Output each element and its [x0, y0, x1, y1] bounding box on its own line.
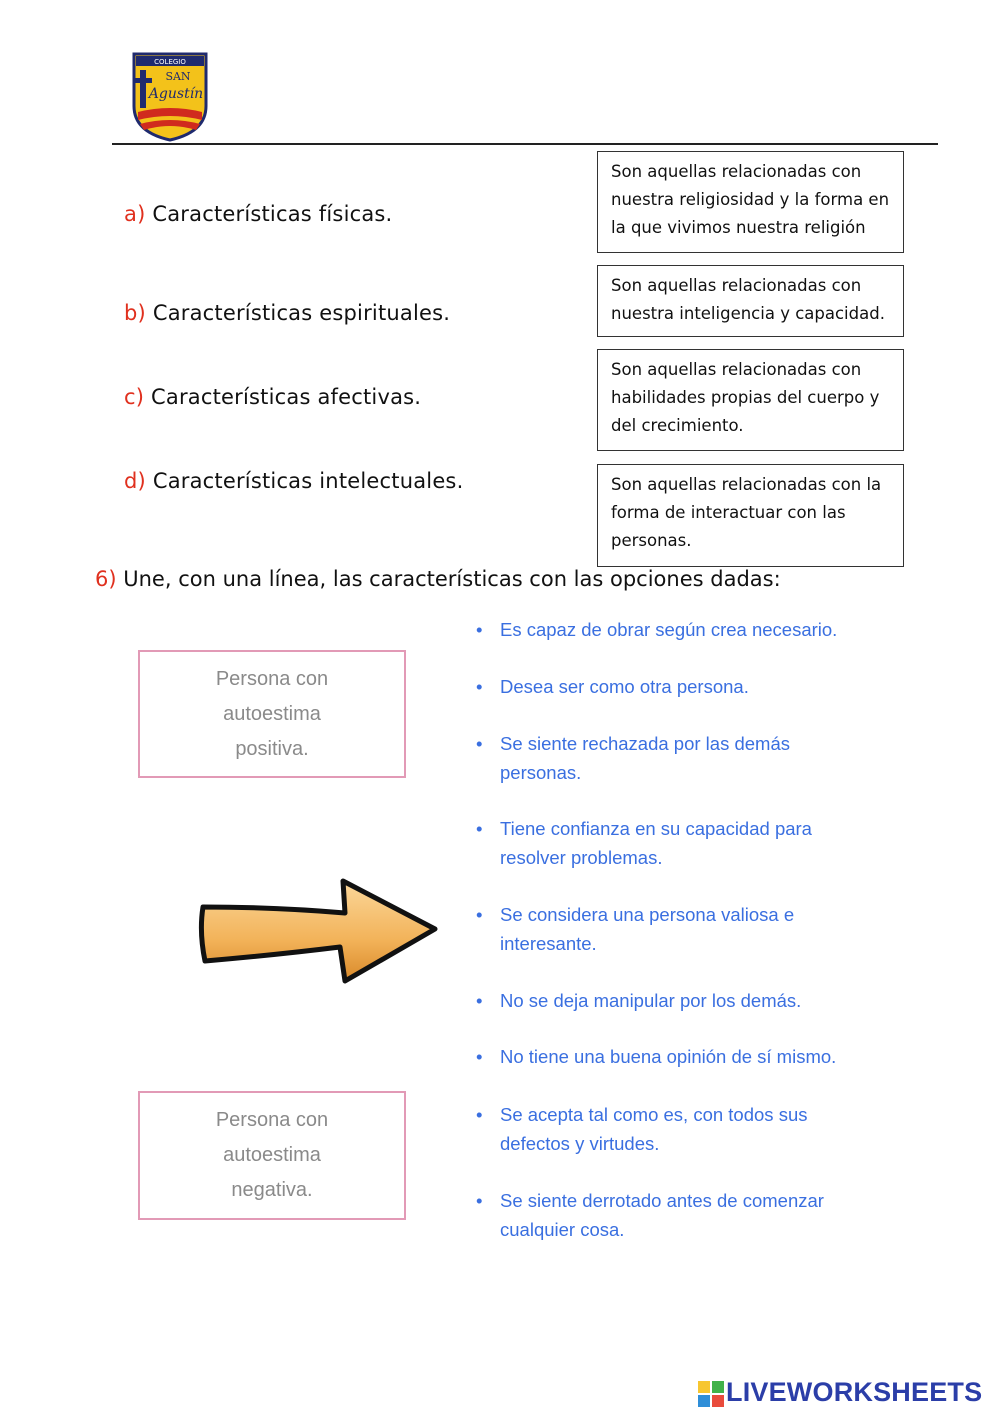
option-item[interactable] — [476, 1042, 896, 1071]
item-label: Características espirituales. — [152, 301, 451, 325]
bullet-icon: • — [476, 619, 483, 640]
option-text: Es capaz de obrar según crea necesario. — [500, 619, 838, 640]
bullet-icon: • — [476, 676, 483, 697]
liveworksheets-brand[interactable] — [698, 1377, 998, 1409]
question-number: 6) — [95, 567, 117, 591]
option-item[interactable] — [476, 729, 896, 787]
box-line: autoestima — [223, 703, 321, 725]
arrow-icon — [195, 877, 440, 987]
option-text: No se deja manipular por los demás. — [500, 990, 802, 1011]
item-label: Características físicas. — [152, 202, 393, 226]
svg-text:SAN: SAN — [165, 70, 191, 83]
bullet-icon: • — [476, 1190, 483, 1211]
option-text: Desea ser como otra persona. — [500, 676, 749, 697]
item-letter: b) — [124, 301, 146, 325]
option-text: Tiene confianza en su capacidad para resolver problemas. — [500, 818, 812, 868]
item-label: Características intelectuales. — [152, 469, 464, 493]
option-item[interactable] — [476, 1100, 896, 1158]
svg-text:COLEGIO: COLEGIO — [154, 58, 186, 66]
item-letter: a) — [124, 202, 146, 226]
bullet-icon: • — [476, 1046, 483, 1067]
svg-text:Agustín: Agustín — [148, 86, 204, 102]
box-line: Persona con — [215, 1109, 329, 1131]
bullet-icon: • — [476, 818, 483, 839]
bullet-icon: • — [476, 1104, 483, 1125]
header-rule — [112, 143, 938, 145]
option-item[interactable] — [476, 615, 896, 644]
brand-logo-icon — [698, 1381, 724, 1407]
definition-box-intelligence[interactable]: Son aquellas relacionadas con nuestra inteligencia y capacidad. — [597, 265, 904, 337]
option-text: Se acepta tal como es, con todos sus defectos y virtudes. — [500, 1104, 808, 1154]
option-text: Se siente derrotado antes de comenzar cualquier cosa. — [500, 1190, 824, 1240]
option-item[interactable] — [476, 900, 896, 958]
definition-box-body[interactable]: Son aquellas relacionadas con habilidades propias del cuerpo y del crecimiento. — [597, 349, 904, 451]
option-text: Se siente rechazada por las demás personas. — [500, 733, 791, 783]
option-item[interactable] — [476, 814, 896, 872]
negative-self-esteem-box[interactable] — [138, 1091, 406, 1220]
brand-text: LIVEWORKSHEETS — [726, 1377, 983, 1407]
bullet-icon: • — [476, 904, 483, 925]
item-letter: d) — [124, 469, 146, 493]
positive-self-esteem-box[interactable] — [138, 650, 406, 778]
box-line: Persona con — [215, 668, 329, 690]
item-a — [124, 202, 392, 226]
option-item[interactable] — [476, 672, 896, 701]
school-logo — [130, 50, 210, 142]
question-6-prompt — [95, 567, 781, 591]
box-line: negativa. — [231, 1179, 313, 1201]
definition-box-religiosity[interactable]: Son aquellas relacionadas con nuestra religiosidad y la forma en la que vivimos nuestra religión — [597, 151, 904, 253]
item-d — [124, 469, 463, 493]
option-item[interactable] — [476, 986, 896, 1015]
box-line: autoestima — [223, 1144, 321, 1166]
bullet-icon: • — [476, 990, 483, 1011]
item-b — [124, 301, 450, 325]
bullet-icon: • — [476, 733, 483, 754]
option-text: Se considera una persona valiosa e interesante. — [500, 904, 795, 954]
item-label: Características afectivas. — [151, 385, 422, 409]
definition-box-interaction[interactable]: Son aquellas relacionadas con la forma de interactuar con las personas. — [597, 464, 904, 567]
option-text: No tiene una buena opinión de sí mismo. — [500, 1046, 837, 1067]
item-letter: c) — [124, 385, 145, 409]
box-line: positiva. — [235, 738, 309, 760]
question-text: Une, con una línea, las características con las opciones dadas: — [123, 567, 781, 591]
option-item[interactable] — [476, 1186, 896, 1244]
item-c — [124, 385, 421, 409]
